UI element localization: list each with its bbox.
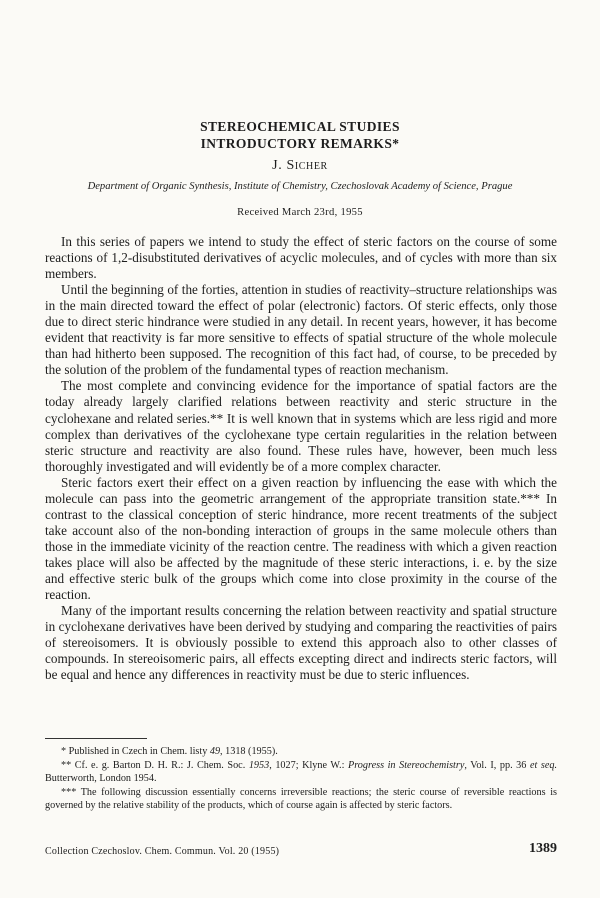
article-title-line-1: STEREOCHEMICAL STUDIES xyxy=(200,119,400,134)
footnote-1-text: * Published in Czech in Chem. listy xyxy=(61,746,210,757)
footnote-separator xyxy=(45,738,147,739)
footnotes xyxy=(45,745,557,813)
author-initial: J. xyxy=(272,158,283,173)
paragraph-5: Many of the important results concerning the relation between reactivity and spatial structure in cyclohexane derivatives have been derived by studying and comparing the reactivities of pairs of stereoisomers. It is obviously possible to extend this approach also to other classes of compounds. In stereoisomeric pairs, all effects excepting direct and indirects steric factors, will be equal and hence any differences in reactivity must be due to steric influences. xyxy=(45,603,557,683)
footnote-2-book: Progress in Stereochemistry xyxy=(348,759,465,771)
received-date: Received March 23rd, 1955 xyxy=(237,207,363,218)
paragraph-1: In this series of papers we intend to study the effect of steric factors on the course of some reactions of 1,2-disubstituted derivatives of acyclic molecules, and of cycles with more than six members. xyxy=(45,234,557,282)
footnote-1-volume: 49 xyxy=(209,746,221,757)
article-body xyxy=(45,234,557,683)
footnote-2-year: 1953 xyxy=(248,759,270,771)
author xyxy=(0,158,600,174)
journal-citation: Collection Czechoslov. Chem. Commun. Vol. 20 (1955) xyxy=(45,846,280,857)
footnote-2 xyxy=(45,759,557,786)
footnote-3: *** The following discussion essentially concerns irreversible reactions; the steric course of reversible reactions is governed by the relative stability of the products, which of course again is affected by steric factors. xyxy=(45,786,557,812)
footnote-1-pages: , 1318 (1955). xyxy=(220,746,278,757)
affiliation: Department of Organic Synthesis, Institute of Chemistry, Czechoslovak Academy of Science, Prague xyxy=(87,181,513,192)
footnote-1 xyxy=(45,745,557,759)
author-surname: Sicher xyxy=(286,158,328,173)
paragraph-3: The most complete and convincing evidence for the importance of spatial factors are the today already largely clarified relations between reactivity and steric structure in the cyclohexane and related series.** It is well known that in systems which are less rigid and more complex than derivatives of the cyclohexane type certain regularities in the relation between steric structure and reactivity are also found. These rules have, however, been much less thoroughly investigated and will evidently be of a more complex character. xyxy=(45,378,557,474)
footnote-2-text: ** Cf. e. g. Barton D. H. R.: J. Chem. Soc. xyxy=(61,759,249,771)
footnote-2-publisher: Butterworth, London 1954. xyxy=(45,773,157,785)
paragraph-4: Steric factors exert their effect on a given reaction by influencing the ease with which the molecule can pass into the geometric arrangement of the appropriate transition state.*** In contrast to the classical conception of steric hindrance, more recent treatments of the subject take account also of the non-bonding interaction of groups in the same molecule others than those in the immediate vicinity of the reaction centre. The readiness with which a given reaction takes place will also be affected by the magnitude of these steric interactions, i. e. by the size and effective steric bulk of the groups which come into close proximity in the course of the reaction. xyxy=(45,474,557,603)
article-title-line-2: INTRODUCTORY REMARKS* xyxy=(200,136,400,151)
page-number: 1389 xyxy=(529,841,557,856)
footnote-2-ref: , 1027; Klyne W.: xyxy=(269,759,348,771)
footnote-2-volume: , Vol. I, pp. 36 xyxy=(464,759,530,771)
paragraph-2: Until the beginning of the forties, attention in studies of reactivity–structure relationships was in the main directed toward the effect of polar (electronic) factors. Of steric effects, only those due to direct steric hindrance were studied in any detail. In recent years, however, it has become evident that reactivity is far more sensitive to effects of spatial structure of the whole molecule than had hitherto been supposed. The recognition of this fact had, of course, to be preceded by the solution of the problem of the fundamental types of reaction mechanism. xyxy=(45,282,557,378)
footnote-2-etseq: et seq. xyxy=(529,759,558,771)
